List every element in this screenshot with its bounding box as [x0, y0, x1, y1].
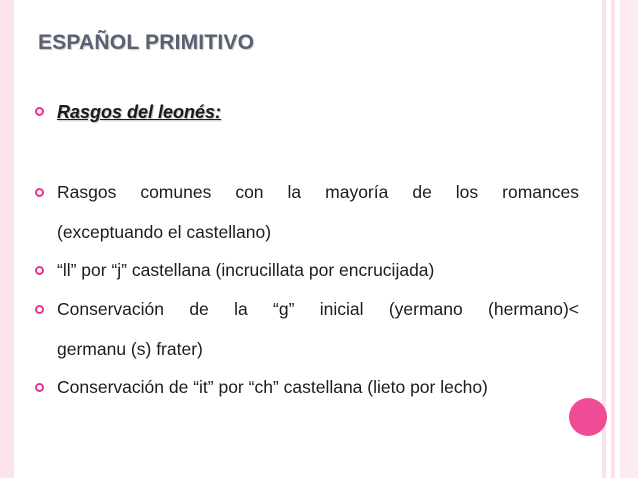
right-decorative-stripe — [620, 0, 638, 478]
left-decorative-bar — [0, 0, 14, 478]
bullet-line: “ll” por “j” castellana (incrucillata por encrucijada) — [57, 260, 435, 280]
slide-title: ESPAÑOL PRIMITIVO — [38, 31, 255, 54]
bullet-circle-icon — [35, 266, 44, 275]
heading-text: Rasgos del leonés: — [57, 102, 222, 122]
bullet-circle-icon — [35, 305, 44, 314]
bullet-line: Conservación de “it” por “ch” castellana (lieto por lecho) — [57, 377, 488, 397]
slide-heading — [57, 103, 221, 122]
bullet-circle-icon — [35, 383, 44, 392]
bullet-circle-icon — [35, 188, 44, 197]
bullet-line: germanu (s) frater) — [57, 339, 203, 359]
bullet-line: Conservación de la “g” inicial (yermano (hermano)< — [57, 299, 579, 319]
decorative-circle-icon — [569, 398, 607, 436]
right-decorative-stripe — [611, 0, 615, 478]
bullet-circle-icon — [35, 107, 44, 116]
bullet-line: Rasgos comunes con la mayoría de los romances — [57, 182, 579, 202]
bullet-line: (exceptuando el castellano) — [57, 222, 272, 242]
